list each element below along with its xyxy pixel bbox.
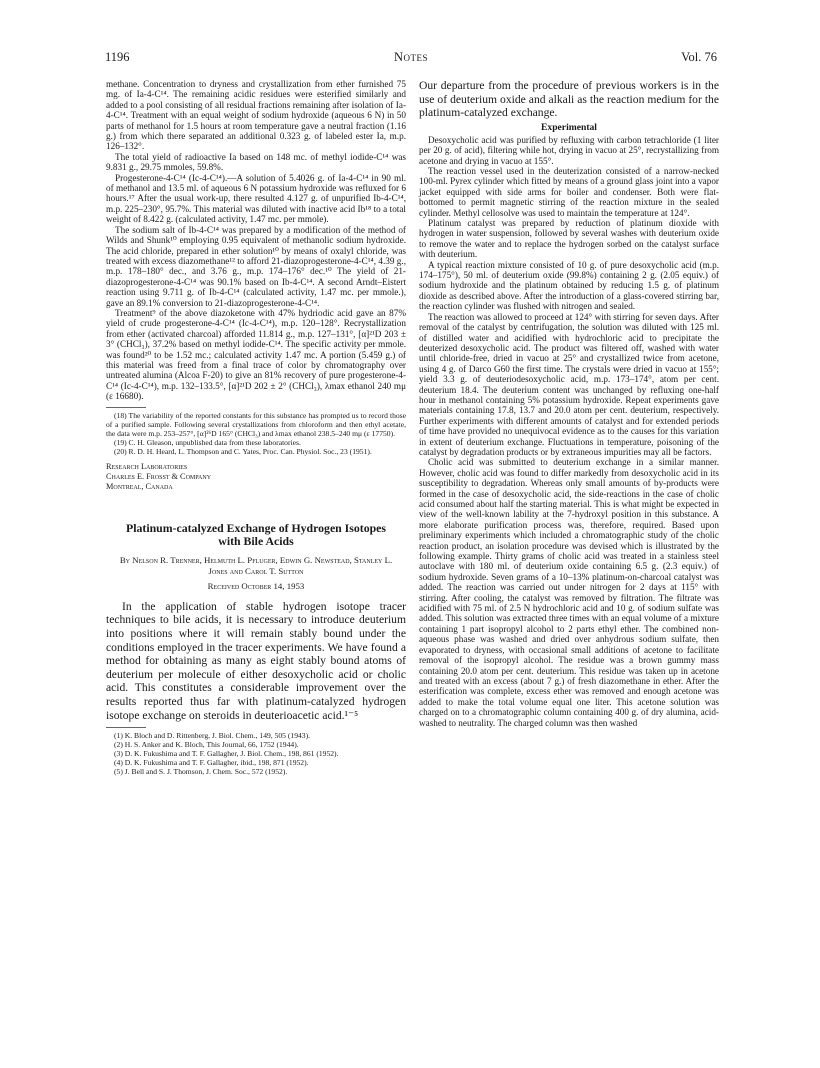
intro-paragraph: In the application of stable hydrogen isotope tracer techniques to bile acids, it is necessary to introduce deuterium into positions where it will remain stably bound under the conditions employed in the tracer experiments. We have found a method for obtaining as many as eight stably bound atoms of deuterium per molecule of either desoxycholic acid or cholic acid. This constitutes a considerable improvement over the results reported thus far with platinum-catalyzed hydrogen isotope exchange on steroids in deuterioacetic acid.¹⁻⁵	[106, 599, 406, 722]
body-paragraph: Progesterone-4-C¹⁴ (Ic-4-C¹⁴).—A solution of 5.4026 g. of Ia-4-C¹⁴ in 90 ml. of methanol and 13.5 ml. of aqueous 6 N potassium hydroxide was refluxed for 6 hours.¹⁷ After the usual work-up, there resulted 4.127 g. of unpurified Ib-4-C¹⁴, m.p. 225–230°, 95.7%. This material was diluted with inactive acid Ib¹⁸ to a total weight of 8.422 g. (calculated activity, 1.47 mc. per mmole).	[106, 172, 406, 225]
right-column	[419, 79, 719, 728]
body-paragraph: methane. Concentration to dryness and crystallization from ether furnished 75 mg. of Ia-4-C¹⁴. The remaining acidic residues were esterified similarly and added to a pool consisting of all residual fractions remaining after isolation of Ia-4-C¹⁴. Treatment with an equal weight of sodium hydroxide (aqueous 6 N) in 50 parts of methanol for 1.5 hours at room temperature gave a neutral fraction (1.16 g.) from which there separated an additional 0.323 g. of labeled ester Ia, m.p. 126–132°.	[106, 79, 406, 152]
intro-continuation: Our departure from the procedure of previous workers is in the use of deuterium oxide and alkali as the reaction medium for the platinum-catalyzed exchange.	[419, 79, 719, 120]
body-paragraph: Platinum catalyst was prepared by reduction of platinum dioxide with hydrogen in water suspension, followed by several washes with deuterium oxide to remove the water and to replace the hydrogen sorbed on the catalyst surface with deuterium.	[419, 218, 719, 260]
footnote-divider	[106, 727, 146, 728]
body-paragraph: Desoxycholic acid was purified by refluxing with carbon tetrachloride (1 liter per 20 g. of acid), filtering while hot, drying in vacuo at 25°, recrystallizing from acetone and drying in vacuo at 155°.	[419, 134, 719, 166]
left-column	[106, 79, 406, 776]
address-line: Charles E. Frosst & Company	[106, 471, 212, 481]
body-paragraph: A typical reaction mixture consisted of 10 g. of pure desoxycholic acid (m.p. 174–175°), 50 ml. of deuterium oxide (99.8%) containing 2 g. (2.05 equiv.) of sodium hydroxide and the platinum obtained by reducing 1.5 g. of platinum dioxide as described above. After the introduction of a glass-covered stirring bar, the reaction cylinder was flushed with nitrogen and sealed.	[419, 259, 719, 312]
reference: (2) H. S. Anker and K. Bloch, This Journal, 66, 1752 (1944).	[114, 740, 299, 750]
footnote: (19) C. H. Gleason, unpublished data from these laboratories.	[114, 437, 301, 447]
address-line: Research Laboratories	[106, 461, 188, 471]
reference: (1) K. Bloch and D. Rittenberg, J. Biol. Chem., 149, 505 (1943).	[114, 731, 311, 741]
received-date: Received October 14, 1953	[207, 580, 305, 591]
address-line: Montreal, Canada	[106, 481, 173, 491]
footnote: (20) R. D. H. Heard, L. Thompson and C. Yates, Proc. Can. Physiol. Soc., 23 (1951).	[114, 446, 372, 456]
affiliation-address	[106, 462, 406, 492]
body-paragraph: The reaction vessel used in the deuterization consisted of a narrow-necked 100-ml. Pyrex cylinder which fitted by means of a ground glass joint into a vapor jacket equipped with side arms for boiler and condenser. Both were flat-bottomed to permit magnetic stirring of the reaction mixture in the sealed cylinder. Methyl cellosolve was used to maintain the temperature at 124°.	[419, 166, 719, 218]
article-title: Platinum-catalyzed Exchange of Hydrogen Isotopes with Bile Acids	[126, 520, 386, 549]
volume-label: Vol. 76	[681, 50, 717, 64]
author-list: By Nelson R. Trenner, Helmuth L. Pfluger, Edwin G. Newstead, Stanley L. Jones and Carol T. Sutton	[119, 554, 393, 576]
reference: (3) D. K. Fukushima and T. F. Gallagher, J. Biol. Chem., 198, 861 (1952).	[114, 749, 339, 759]
body-paragraph: The reaction was allowed to proceed at 124° with stirring for seven days. After removal of the catalyst by centrifugation, the solution was diluted with 125 ml. of distilled water and acidified with hydrochloric acid to precipitate the deuterized desoxycholic acid. The product was filtered off, washed with water until chloride-free, dried in vacuo at 25° and crystallized twice from acetone, using 4 g. of Darco G60 the first time. The crystals were dried in vacuo at 155°; yield 3.3 g. of deuteriodesoxycholic acid, m.p. 173–174°, atom per cent. deuterium 18.4. The deuterium content was unchanged by refluxing one-half hour in methanol containing 5% potassium hydroxide. Repeat experiments gave materials containing 17.8, 13.7 and 20.0 atom per cent. deuterium, respectively. Further experiments with different amounts of catalyst and for extended periods of time have provided no unequivocal evidence as to the causes for this variation in extent of deuterium exchange. Fluctuations in temperature, poisoning of the catalyst by degradation products or by extraneous impurities may all be factors.	[419, 311, 719, 457]
reference: (5) J. Bell and S. J. Thomson, J. Chem. Soc., 572 (1952).	[114, 767, 288, 777]
body-paragraph: The total yield of radioactive Ia based on 148 mc. of methyl iodide-C¹⁴ was 9.831 g., 29.75 mmoles, 59.8%.	[106, 151, 406, 173]
section-name: Notes	[393, 50, 429, 64]
section-heading: Experimental	[541, 121, 597, 133]
footnote-divider	[106, 407, 146, 408]
body-paragraph: The sodium salt of Ib-4-C¹⁴ was prepared by a modification of the method of Wilds and Shunk¹⁰ employing 0.95 equivalent of methanolic sodium hydroxide. The acid chloride, prepared in ether solution¹⁰ by means of oxalyl chloride, was treated with excess diazomethane¹² to afford 21-diazoprogesterone-4-C¹⁴, 4.39 g., m.p. 178–180° dec., and 3.76 g., m.p. 174–176° dec.¹⁰ The yield of 21-diazoprogesterone-4-C¹⁴ was 90.1% based on Ib-4-C¹⁴. A second Arndt–Eistert reaction using 9.711 g. of Ib-4-C¹⁴ (calculated activity, 1.47 mc. per mmole.), gave an 89.1% conversion to 21-diazoprogesterone-4-C¹⁴.	[106, 224, 406, 308]
footnote: (18) The variability of the reported constants for this substance has prompted us to record those of a purified sample. Following several crystallizations from chloroform and then ethyl acetate, the data were m.p. 253–257°, [α]²⁶D 165° (CHCl₃) and λmax ethanol 238.5–240 mμ (ε 17750).	[106, 410, 406, 438]
body-paragraph: Treatment⁹ of the above diazoketone with 47% hydriodic acid gave an 87% yield of crude progesterone-4-C¹⁴ (Ic-4-C¹⁴), m.p. 120–128°. Recrystallization from ether (activated charcoal) afforded 11.814 g., m.p. 127–131°, [α]²¹D 203 ± 3° (CHCl₃), 37.2% based on methyl iodide-C¹⁴. The specific activity per mmole. was found²⁰ to be 1.52 mc.; calculated activity 1.47 mc. A portion (5.459 g.) of this material was freed from a final trace of color by chromatography over untreated alumina (Alcoa F-20) to give an 81% recovery of pure progesterone-4-C¹⁴ (Ic-4-C¹⁴), m.p. 132–133.5°, [α]²¹D 202 ± 2° (CHCl₃), λmax ethanol 240 mμ (ε 16680).	[106, 307, 406, 402]
body-paragraph: Cholic acid was submitted to deuterium exchange in a similar manner. However, cholic acid was found to differ markedly from desoxycholic acid in its susceptibility to degradation. Whereas only small amounts of by-products were formed in the case of desoxycholic acid, the side-reactions in the case of cholic acid consumed about half the starting material. This is what might be expected in view of the well-known lability at the 7-hydroxyl position in this substance. A more elaborate purification process was, therefore, required. Based upon preliminary experiments which included a chromatographic study of the cholic reaction product, an isolation procedure was devised which is illustrated by the following example. Thirty grams of cholic acid was treated in a stainless steel autoclave with 180 ml. of deuterium oxide containing 6.5 g. (2.3 equiv.) of sodium hydroxide. Seven grams of a 10–13% platinum-on-charcoal catalyst was added. The reaction was carried out under nitrogen for 2 days at 115° with stirring. After cooling, the catalyst was removed by filtration. The filtrate was acidified with 75 ml. of 2.5 N hydrochloric acid and 10 g. of sodium sulfate was added. This solution was extracted three times with an equal volume of a mixture containing 1 part isopropyl alcohol to 2 parts ethyl ether. The combined non-aqueous phase was washed and dried over anhydrous sodium sulfate, then evaporated to dryness, with occasional small additions of acetone to facilitate removal of the isopropyl alcohol. The residue was a brown gummy mass containing 20.0 atom per cent. deuterium. This residue was taken up in acetone and treated with an excess (about 7 g.) of fresh diazomethane in ether. After the esterification was complete, excess ether was removed and enough acetone was added to make the total volume equal one liter. This acetone solution was charged on to a chromatographic column containing 400 g. of dry alumina, acid-washed to neutrality. The charged column was then washed	[419, 457, 719, 728]
page-number: 1196	[105, 50, 130, 64]
running-header	[105, 50, 717, 66]
reference: (4) D. K. Fukushima and T. F. Gallagher, ibid., 198, 871 (1952).	[114, 758, 309, 768]
